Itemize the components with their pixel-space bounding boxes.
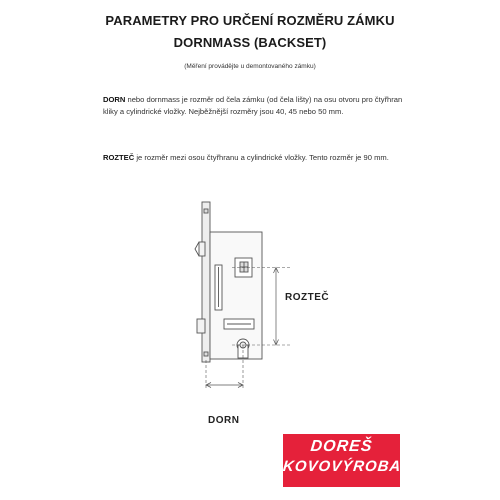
latch-bolt <box>199 242 205 256</box>
roztec-description: je rozměr mezi osou čtyřhranu a cylindrické vložky. Tento rozměr je 90 mm. <box>134 153 389 162</box>
faceplate-screw-top <box>204 209 208 213</box>
page-title-line-1: PARAMETRY PRO URČENÍ ROZMĚRU ZÁMKU <box>105 13 395 28</box>
faceplate-screw-bottom <box>204 352 208 356</box>
brand-logo <box>282 434 403 487</box>
dorn-paragraph <box>103 94 403 118</box>
roztec-paragraph <box>103 152 403 164</box>
roztec-term: ROZTEČ <box>103 153 135 162</box>
page-title-line-2: DORNMASS (BACKSET) <box>173 35 327 50</box>
latch-bolt-bevel <box>195 242 199 256</box>
dorn-label: DORN <box>208 415 240 426</box>
page-subtitle: (Měření provádějte u demontovaného zámku) <box>184 63 316 70</box>
roztec-label: ROZTEČ <box>285 292 330 303</box>
dorn-term: DORN <box>103 95 126 104</box>
brand-logo-line-1: DOREŠ <box>309 438 374 455</box>
dead-bolt <box>197 319 205 333</box>
lock-faceplate <box>202 202 210 362</box>
brand-logo-line-2: KOVOVÝROBA <box>282 458 403 475</box>
dorn-description: nebo dornmass je rozměr od čela zámku (od čela lišty) na osu otvoru pro čtyřhran kliky a cylindrické vložky. Nejběžnější rozměry jsou 40, 45 nebo 50 mm. <box>103 95 403 116</box>
lock-diagram <box>180 195 360 445</box>
